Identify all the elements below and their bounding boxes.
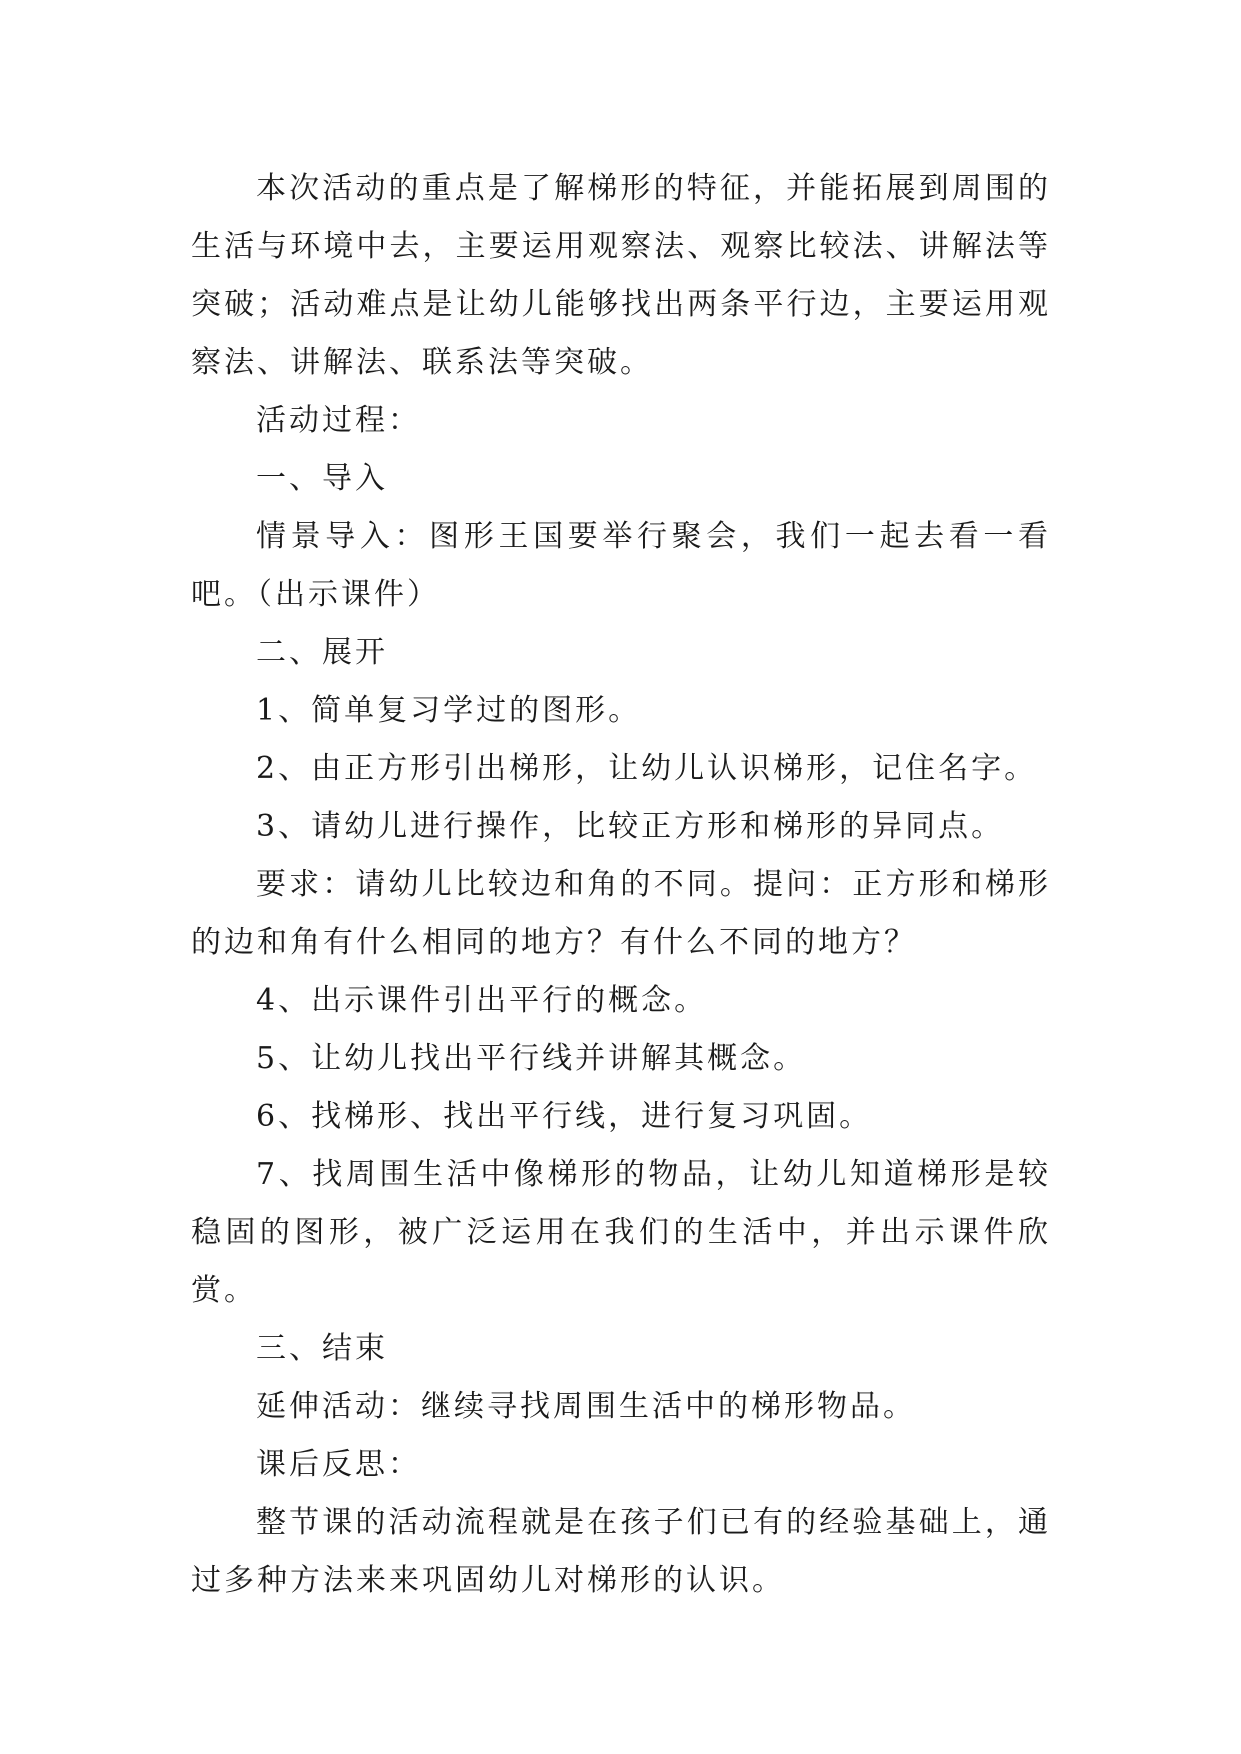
paragraph-extension: 延伸活动：继续寻找周围生活中的梯形物品。 [256, 1389, 916, 1424]
paragraph-requirement: 要求：请幼儿比较边和角的不同。提问：正方形和梯形的边和角有什么相同的地方？有什么不同的地方？ [191, 867, 1051, 960]
step-6: 6、找梯形、找出平行线，进行复习巩固。 [256, 1099, 873, 1134]
step-7: 7、找周围生活中像梯形的物品，让幼儿知道梯形是较稳固的图形，被广泛运用在我们的生活中，并出示课件欣赏。 [191, 1157, 1051, 1308]
step-4: 4、出示课件引出平行的概念。 [256, 983, 708, 1018]
heading-introduction: 一、导入 [256, 461, 388, 496]
heading-reflection: 课后反思： [256, 1447, 421, 1482]
paragraph-focus-difficulty: 本次活动的重点是了解梯形的特征，并能拓展到周围的生活与环境中去，主要运用观察法、观察比较法、讲解法等突破；活动难点是让幼儿能够找出两条平行边，主要运用观察法、讲解法、联系法等突破。 [191, 171, 1051, 380]
step-1: 1、简单复习学过的图形。 [256, 693, 642, 728]
heading-activity-process: 活动过程： [256, 403, 421, 438]
step-5: 5、让幼儿找出平行线并讲解其概念。 [256, 1041, 807, 1076]
heading-development: 二、展开 [256, 635, 388, 670]
heading-conclusion: 三、结束 [256, 1331, 388, 1366]
paragraph-scenario-intro: 情景导入：图形王国要举行聚会，我们一起去看一看吧。（出示课件） [191, 519, 1051, 612]
document-body [191, 160, 1051, 1610]
step-2: 2、由正方形引出梯形，让幼儿认识梯形，记住名字。 [256, 751, 1038, 786]
step-3: 3、请幼儿进行操作，比较正方形和梯形的异同点。 [256, 809, 1005, 844]
paragraph-reflection: 整节课的活动流程就是在孩子们已有的经验基础上，通过多种方法来来巩固幼儿对梯形的认识。 [191, 1505, 1051, 1598]
